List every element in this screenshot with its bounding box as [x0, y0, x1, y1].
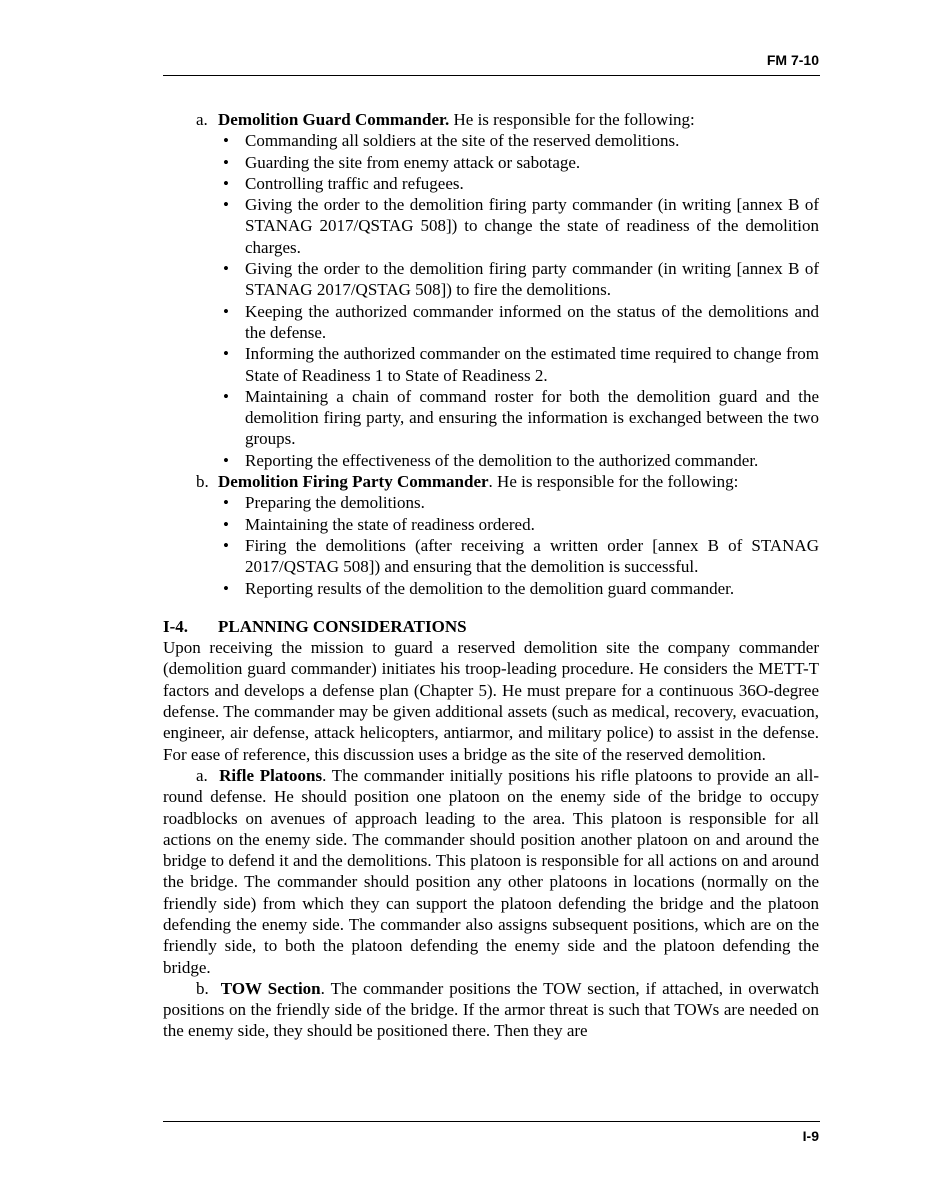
- bullet-icon: •: [223, 301, 229, 321]
- bullet-icon: •: [223, 195, 229, 215]
- para-b-intro: . He is responsible for the following:: [488, 472, 739, 492]
- bullet-icon: •: [223, 344, 229, 364]
- list-item: • Guarding the site from enemy attack or sabotage.: [223, 152, 581, 172]
- list-item: • Reporting the effectiveness of the demolition to the authorized commander.: [223, 450, 759, 470]
- list-item: • Maintaining the state of readiness ordered.: [223, 514, 535, 534]
- para-a-list: [163, 130, 819, 471]
- section-title: PLANNING CONSIDERATIONS: [218, 616, 467, 636]
- para-a-intro: He is responsible for the following:: [449, 110, 695, 129]
- list-item: • Commanding all soldiers at the site of the reserved demolitions.: [223, 131, 680, 151]
- section-heading: [163, 616, 819, 637]
- list-item: • Maintaining a chain of command roster for both the demolition guard and the demolition firing party, and ensuring the information is exchanged between the two groups.: [223, 386, 819, 449]
- bullet-icon: •: [223, 152, 229, 172]
- para-b-title: Demolition Firing Party Commander: [218, 472, 489, 492]
- list-item: • Preparing the demolitions.: [223, 493, 425, 513]
- para-b-list: [163, 492, 819, 598]
- section-para-a-title: Rifle Platoons: [219, 765, 323, 785]
- para-a-label: a.: [196, 110, 208, 129]
- list-item: • Reporting results of the demolition to the demolition guard commander.: [223, 578, 735, 598]
- footer-rule: [163, 1121, 820, 1122]
- list-item: • Firing the demolitions (after receiving a written order [annex B of STANAG 2017/QSTAG 508]) and ensuring that the demolition is successful.: [223, 535, 819, 577]
- page-body: [163, 109, 819, 1042]
- bullet-icon: •: [223, 450, 229, 470]
- bullet-icon: •: [223, 578, 229, 598]
- para-b-label: b.: [196, 472, 209, 492]
- bullet-icon: •: [223, 173, 229, 193]
- running-header: FM 7-10: [766, 52, 819, 68]
- bullet-icon: •: [223, 131, 229, 151]
- header-rule: [163, 75, 820, 76]
- section-para-b: b. TOW Section. The commander positions the TOW section, if attached, in overwatch positions on the friendly side of the bridge. If the armor threat is such that TOWs are needed on the enemy side, they should be positioned there. Then they are: [163, 978, 819, 1041]
- para-b-heading: [163, 471, 819, 492]
- para-a-heading: [163, 109, 819, 130]
- bullet-icon: •: [223, 535, 229, 555]
- section-intro: Upon receiving the mission to guard a reserved demolition site the company commander (demolition guard commander) initiates his troop-leading procedure. He considers the METT-T factors and develops a defense plan (Chapter 5). He must prepare for a continuous 36O-degree defense. The commander may be given additional assets (such as medical, recovery, evacuation, engineer, air defense, attack helicopters, antiarmor, and military police) to assist in the defense. For ease of reference, this discussion uses a bridge as the site of the reserved demolition.: [163, 638, 819, 764]
- bullet-icon: •: [223, 514, 229, 534]
- bullet-icon: •: [223, 386, 229, 406]
- para-a-title: Demolition Guard Commander.: [218, 110, 450, 129]
- list-item: • Keeping the authorized commander informed on the status of the demolitions and the defense.: [223, 301, 819, 342]
- list-item: • Giving the order to the demolition firing party commander (in writing [annex B of STANAG 2017/QSTAG 508]) to change the state of readiness of the demolition charges.: [223, 195, 819, 257]
- bullet-icon: •: [223, 493, 229, 513]
- list-item: • Giving the order to the demolition firing party commander (in writing [annex B of STANAG 2017/QSTAG 508]) to fire the demolitions.: [223, 259, 819, 300]
- section-para-a: a. Rifle Platoons. The commander initially positions his rifle platoons to provide an all-round defense. He should position one platoon on the enemy side of the bridge to occupy roadblocks on avenues of approach leading to the area. This platoon is responsible for all actions on the enemy side. The commander should position another platoon on and around the bridge to defend it and the demolitions. This platoon is responsible for all actions on and around the bridge. The commander should position any other platoons in locations (normally on the friendly side) from which they can support the platoon defending the bridge and the platoon defending the enemy side. The commander also assigns subsequent positions, which are on the friendly side, to both the platoon defending the enemy side and the platoon defending the bridge.: [163, 765, 819, 977]
- list-item: • Informing the authorized commander on the estimated time required to change from State of Readiness 1 to State of Readiness 2.: [223, 344, 819, 385]
- section-number: I-4.: [163, 616, 189, 636]
- section-para-b-title: TOW Section: [220, 978, 321, 998]
- page-number: I-9: [802, 1128, 819, 1144]
- bullet-icon: •: [223, 259, 229, 279]
- list-item: • Controlling traffic and refugees.: [223, 173, 464, 193]
